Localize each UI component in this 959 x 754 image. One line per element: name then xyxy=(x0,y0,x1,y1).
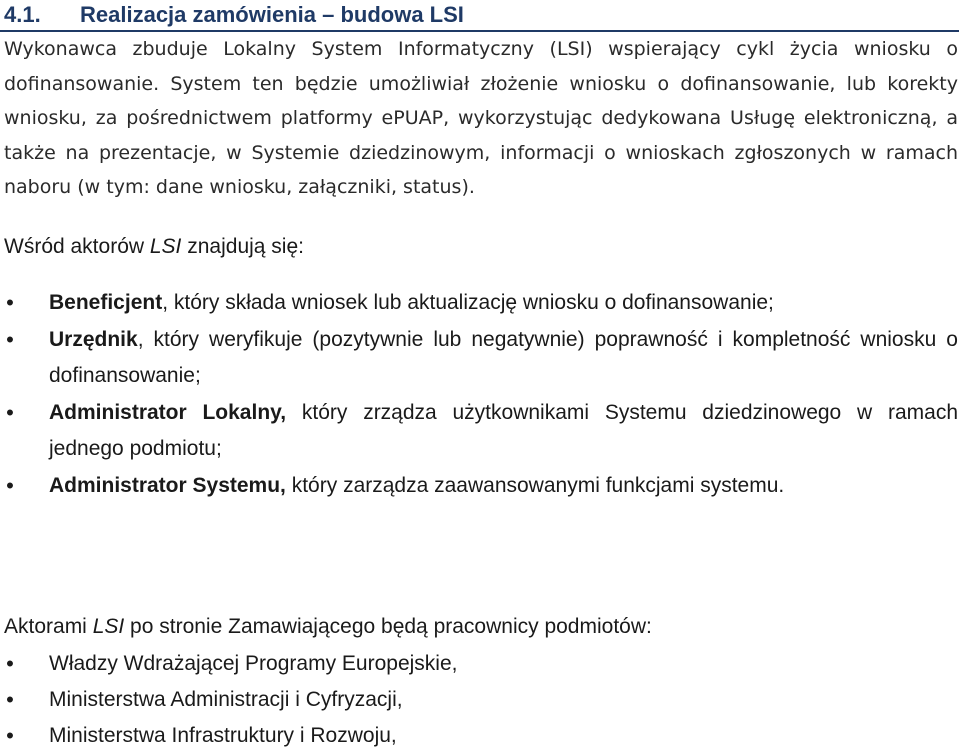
ordering-actor: Ministerstwa Infrastruktury i Rozwoju, xyxy=(49,724,397,747)
section-title: Realizacja zamówienia – budowa LSI xyxy=(80,2,464,27)
actor-name: Beneficjent xyxy=(49,291,163,314)
ordering-actor: Władzy Wdrażającej Programy Europejskie, xyxy=(49,652,458,675)
actors-intro-after: znajdują się: xyxy=(181,235,304,258)
actor-name: Administrator Lokalny, xyxy=(49,401,287,424)
list-item xyxy=(0,682,958,718)
list-item xyxy=(0,395,958,467)
intro-paragraph: Wykonawca zbuduje Lokalny System Informatyczny (LSI) wspierający cykl życia wniosku o dofinansowanie. System ten będzie umożliwiał złożenie wniosku o dofinansowanie, lub korekty wniosku, za pośrednictwem platformy ePUAP, wykorzystując dedykowana Usługę elektroniczną, a także na prezentacje, w Systemie dziedzinowym, informacji o wnioskach zgłoszonych w ramach naboru (w tym: dane wniosku, załączniki, status). xyxy=(4,38,958,198)
list-item xyxy=(0,646,958,682)
list-item xyxy=(0,322,958,394)
actors-intro-lsi: LSI xyxy=(149,235,182,258)
actor-desc: , który składa wniosek lub aktualizację wniosku o dofinansowanie; xyxy=(162,291,774,314)
bullet-icon: • xyxy=(6,327,14,352)
actor-name: Urzędnik xyxy=(49,328,138,351)
ordering-actors-list xyxy=(0,646,959,754)
list-item xyxy=(0,718,958,754)
actor-desc: , który weryfikuje (pozytywnie lub negatywnie) poprawność i kompletność wniosku o dofinansowanie; xyxy=(49,328,958,387)
actor-desc: który zrządza użytkownikami Systemu dziedzinowego w ramach jednego podmiotu; xyxy=(49,401,958,460)
bullet-icon: • xyxy=(6,290,14,315)
ordering-actors-intro xyxy=(4,610,652,644)
bullet-icon: • xyxy=(6,400,14,425)
list-item xyxy=(0,285,958,321)
ordering-intro-lsi: LSI xyxy=(92,615,125,638)
bullet-icon: • xyxy=(6,723,14,748)
section-number: 4.1. xyxy=(4,2,41,27)
actor-name: Administrator Systemu, xyxy=(49,474,286,497)
ordering-intro-before: Aktorami xyxy=(4,615,93,638)
ordering-intro-after: po stronie Zamawiającego będą pracownicy podmiotów: xyxy=(124,615,652,638)
section-heading xyxy=(4,0,464,30)
actor-desc: który zarządza zaawansowanymi funkcjami systemu. xyxy=(285,474,785,497)
actors-intro-before: Wśród aktorów xyxy=(4,235,150,258)
list-item xyxy=(0,468,958,504)
bullet-icon: • xyxy=(6,651,14,676)
bullet-icon: • xyxy=(6,473,14,498)
bullet-icon: • xyxy=(6,687,14,712)
actors-list xyxy=(0,285,959,504)
ordering-actor: Ministerstwa Administracji i Cyfryzacji, xyxy=(49,688,403,711)
actors-intro xyxy=(4,230,304,264)
